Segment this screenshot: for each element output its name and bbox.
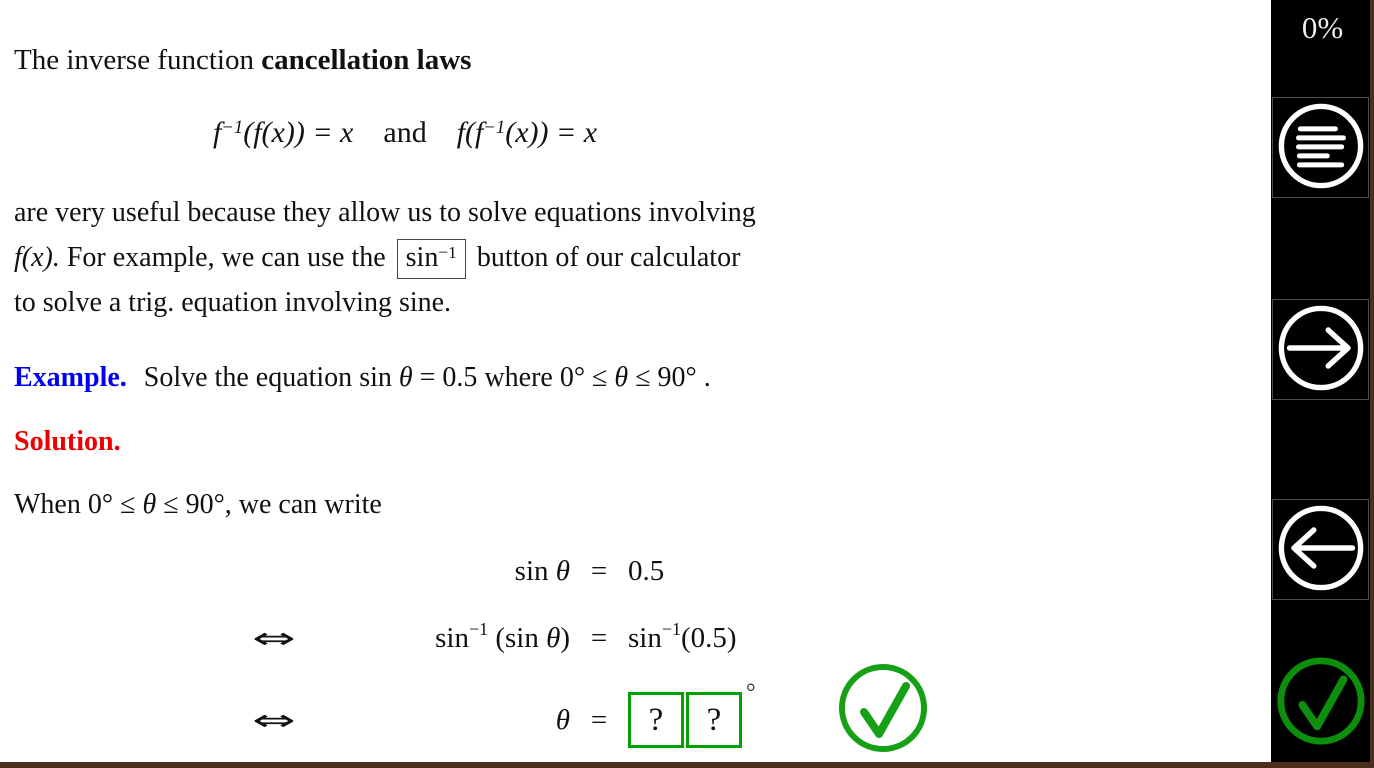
example-text-2: where [484,362,553,393]
frame-bottom-edge [0,762,1374,768]
previous-button[interactable] [1272,499,1369,600]
row3-equals-sign: = [590,703,608,736]
sin-inverse-key-sup: −1 [438,242,457,262]
sidebar [1271,0,1374,768]
intro-text [14,44,471,77]
deriv-row1-arrow-cell [250,540,342,602]
deriv-row1-rhs [628,540,928,602]
when-range-upper: ≤ 90°, [163,489,232,520]
deriv-row3-equals [570,674,628,766]
when-leq: ≤ [120,489,136,520]
iff-arrow-icon: ⇔ [252,703,296,737]
paragraph-line-3: to solve a trig. equation involving sine. [14,287,452,318]
next-arrow-circle-icon [1276,303,1366,396]
row1-equals-sign: = [590,554,608,587]
sin-inverse-key [397,239,466,279]
menu-button[interactable] [1272,97,1369,198]
row1-sin: sin [514,554,549,587]
deriv-row2-equals [570,602,628,674]
submit-check-circle-icon [1275,655,1367,750]
explanation-paragraph [14,190,756,325]
row2-rhs-sin: sin [628,621,662,654]
deriv-row3-arrow-cell [250,674,342,766]
prev-arrow-circle-icon [1276,503,1366,596]
example-sin: sin [359,362,392,393]
row2-theta: θ [546,621,561,654]
next-button[interactable] [1272,299,1369,400]
paragraph-line-2-mid: For example, we can use the [66,242,386,273]
example-leq-1: ≤ [592,362,608,393]
example-equals-value: = 0.5 [419,362,478,393]
iff-arrow-icon: ⇔ [252,621,296,655]
deriv-row3-lhs [342,674,570,766]
paragraph-line-2 [14,235,756,280]
frame-right-edge [1370,0,1374,768]
sin-inverse-key-label: sin [405,242,439,273]
example-theta: θ [398,362,413,393]
row3-theta: θ [555,703,570,736]
example-theta-2: θ [614,362,629,393]
deriv-row1-lhs [342,540,570,602]
deriv-row2-rhs: sin −1 (0.5) [628,619,737,654]
eq-rhs-rest: (x)) = x [505,116,598,149]
deriv-row1-equals [570,540,628,602]
when-text-2: we can write [238,489,382,520]
answer-box-1[interactable]: ? [628,692,684,748]
example-range-lower: 0° [559,362,586,393]
deriv-row2-arrow-cell [250,602,342,674]
correct-check-icon [836,661,930,755]
when-theta: θ [142,489,157,520]
deriv-row2-lhs: sin −1 (sin θ ) [435,619,570,654]
row2-close: ) [560,621,570,654]
example-period: . [703,362,711,393]
answer-box-2[interactable]: ? [686,692,742,748]
when-text-1: When [14,489,81,520]
degree-symbol: ° [746,679,756,706]
example-label: Example. [14,362,127,393]
row2-sin: sin [435,621,469,654]
eq-lhs-f: f [213,116,222,149]
paragraph-line-2-end: button of our calculator [476,242,741,273]
row2-open: (sin [495,621,539,654]
eq-rhs-sup: −1 [483,117,506,139]
row1-value: 0.5 [628,554,665,587]
example-statement [14,362,711,394]
example-range-upper: ≤ 90° [635,362,697,393]
eq-rhs-f: f(f [456,116,484,149]
derivation-block [250,540,928,766]
fx-math: f(x). [14,242,60,273]
eq-lhs-sup: −1 [221,117,244,139]
menu-lines-circle-icon [1276,101,1366,194]
eq-lhs-rest: (f(x)) = x [243,116,354,149]
intro-text-bold: cancellation laws [261,44,472,76]
intro-text-pre: The inverse function [14,44,254,76]
cancellation-laws-equation [213,116,597,150]
row2-rhs-rest: (0.5) [680,621,737,654]
solution-label: Solution. [14,426,121,457]
row2-equals-sign: = [590,621,608,654]
example-text-1: Solve the equation [143,362,353,393]
paragraph-line-1: are very useful because they allow us to solve equations involving [14,197,756,228]
row1-theta: θ [555,554,570,587]
when-line [14,489,382,521]
submit-answer-button[interactable] [1272,646,1369,758]
eq-conjunction: and [383,116,427,149]
when-range-lower: 0° [87,489,114,520]
progress-label: 0% [1301,10,1344,45]
